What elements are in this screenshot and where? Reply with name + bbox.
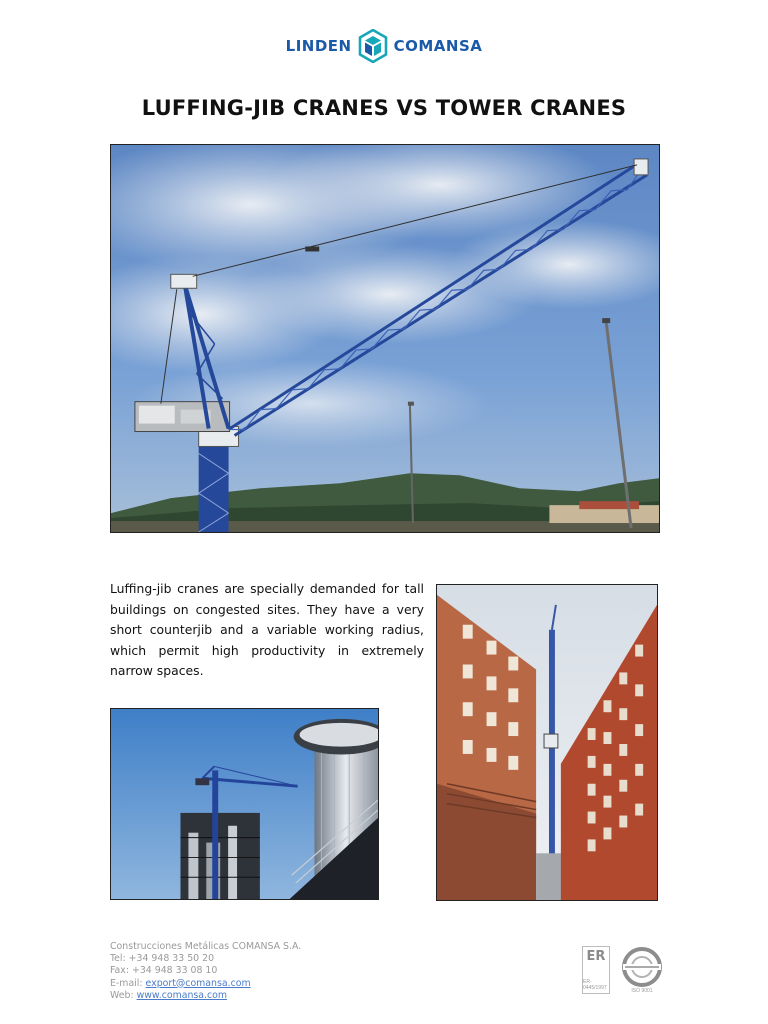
city-street-crane-photo [436,584,658,901]
web-label: Web: [110,989,137,1001]
iqnet-certification-badge [620,946,664,996]
company-name: Construcciones Metálicas COMANSA S.A. [110,941,302,952]
email-line [110,978,301,990]
hexagon-cube-logo-icon [358,29,388,63]
luffing-jib-crane-photo [110,144,660,533]
website-link[interactable]: www.comansa.com [136,989,228,1001]
er-caption: ER-0445/1997 [583,979,607,991]
certification-logos [582,946,664,996]
er-mark: ER [586,949,606,964]
er-certification-badge [582,946,610,994]
web-line [110,990,301,1002]
email-link[interactable]: export@comansa.com [145,977,251,989]
contact-footer [110,941,301,1002]
iqnet-ring-icon [621,946,663,988]
iq-caption: ISO 9001 [631,988,653,994]
industrial-plant-crane-photo [110,708,379,900]
email-label: E-mail: [110,977,146,989]
company-logo [0,28,768,64]
logo-word-linden: LINDEN [285,37,352,55]
description-paragraph: Luffing-jib cranes are specially demanded for tall buildings on congested sites. They have a very short counterjib and a variable working radius, which permit high productivity in extremely narrow spaces. [110,581,424,678]
logo-word-comansa: COMANSA [393,37,483,55]
telephone: Tel: +34 948 33 50 20 [110,953,215,965]
fax: Fax: +34 948 33 08 10 [110,965,218,977]
page-title: LUFFING-JIB CRANES VS TOWER CRANES [141,96,627,120]
